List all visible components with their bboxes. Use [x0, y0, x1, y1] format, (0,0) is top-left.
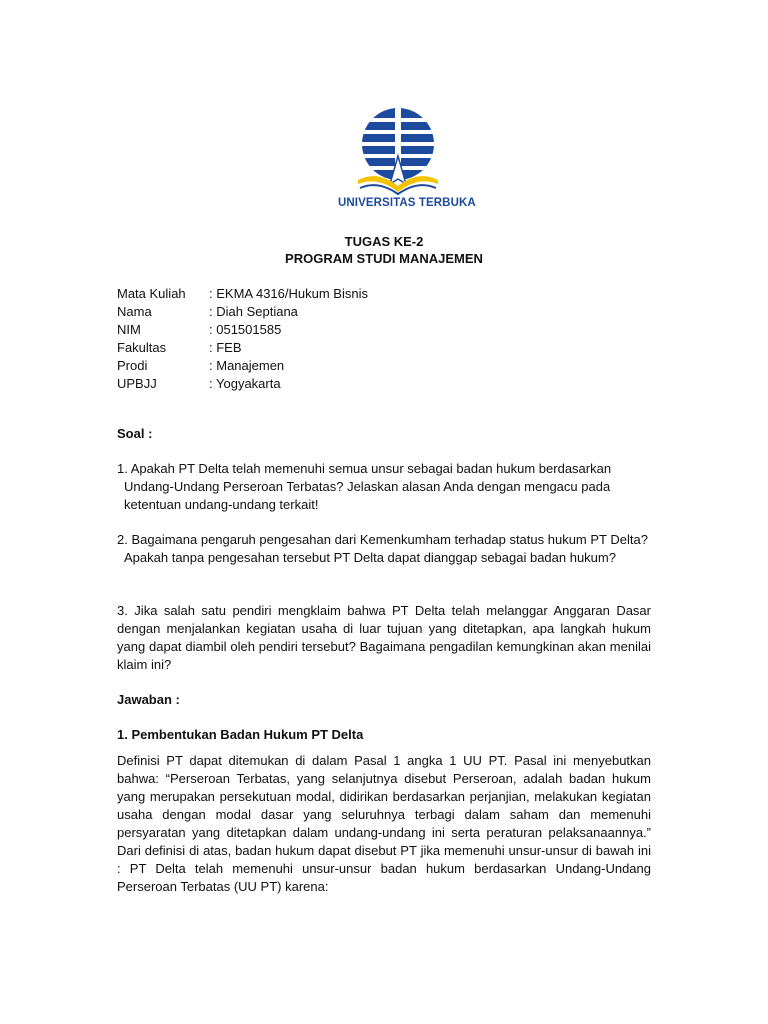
logo-university-name: UNIVERSITAS TERBUKA — [338, 197, 476, 209]
question-1: 1. Apakah PT Delta telah memenuhi semua unsur sebagai badan hukum berdasarkan Undang-Undang Perseroan Terbatas? Jelaskan alasan Anda dengan mengacu pada ketentuan undang-undang terkait! — [117, 461, 612, 512]
info-value: : 051501585 — [209, 321, 281, 339]
ut-emblem-icon — [350, 104, 446, 196]
assignment-title: TUGAS KE-2 — [344, 234, 424, 249]
info-value: : FEB — [209, 339, 242, 357]
university-logo — [338, 104, 476, 216]
info-value: : EKMA 4316/Hukum Bisnis — [209, 285, 368, 303]
info-label: NIM — [117, 322, 141, 337]
info-label: UPBJJ — [117, 376, 157, 391]
info-row-prodi — [117, 357, 368, 375]
info-row-upbjj — [117, 375, 368, 393]
jawaban-heading: Jawaban : — [117, 692, 180, 707]
student-info — [117, 285, 368, 393]
info-value: : Diah Septiana — [209, 303, 298, 321]
info-label: Mata Kuliah — [117, 286, 186, 301]
answer-paragraph: Definisi PT dapat ditemukan di dalam Pasal 1 angka 1 UU PT. Pasal ini menyebutkan bahwa: “Perseroan Terbatas, yang selanjutnya disebut Perseroan, adalah badan hukum yang merupakan persekutuan modal, didirikan berdasarkan perjanjian, melakukan kegiatan usaha dengan modal dasar yang seluruhnya terbagi dalam saham dan memenuhi persyaratan yang ditetapkan dalam undang-undang ini serta peraturan pelaksanaannya.” Dari definisi di atas, badan hukum dapat disebut PT jika memenuhi unsur-unsur di bawah ini : PT Delta telah memenuhi unsur-unsur badan hukum berdasarkan Undang-Undang Perseroan Terbatas (UU PT) karena: — [117, 753, 651, 894]
info-row-name — [117, 303, 368, 321]
info-row-nim — [117, 321, 368, 339]
info-row-course — [117, 285, 368, 303]
info-value: : Yogyakarta — [209, 375, 281, 393]
info-row-faculty — [117, 339, 368, 357]
soal-heading: Soal : — [117, 426, 153, 441]
info-label: Fakultas — [117, 340, 167, 355]
answer-section-title: 1. Pembentukan Badan Hukum PT Delta — [117, 727, 364, 742]
question-3: 3. Jika salah satu pendiri mengklaim bahwa PT Delta telah melanggar Anggaran Dasar dengan menjalankan kegiatan usaha di luar tujuan yang ditetapkan, apa langkah hukum yang dapat diambil oleh pendiri tersebut? Bagaimana pengadilan kemungkinan akan menilai klaim ini? — [117, 603, 651, 672]
info-value: : Manajemen — [209, 357, 284, 375]
question-2: 2. Bagaimana pengaruh pengesahan dari Kemenkumham terhadap status hukum PT Delta? Apakah tanpa pengesahan tersebut PT Delta dapat dianggap sebagai badan hukum? — [117, 532, 648, 565]
info-label: Prodi — [117, 358, 148, 373]
info-label: Nama — [117, 304, 152, 319]
program-title: PROGRAM STUDI MANAJEMEN — [285, 251, 483, 266]
